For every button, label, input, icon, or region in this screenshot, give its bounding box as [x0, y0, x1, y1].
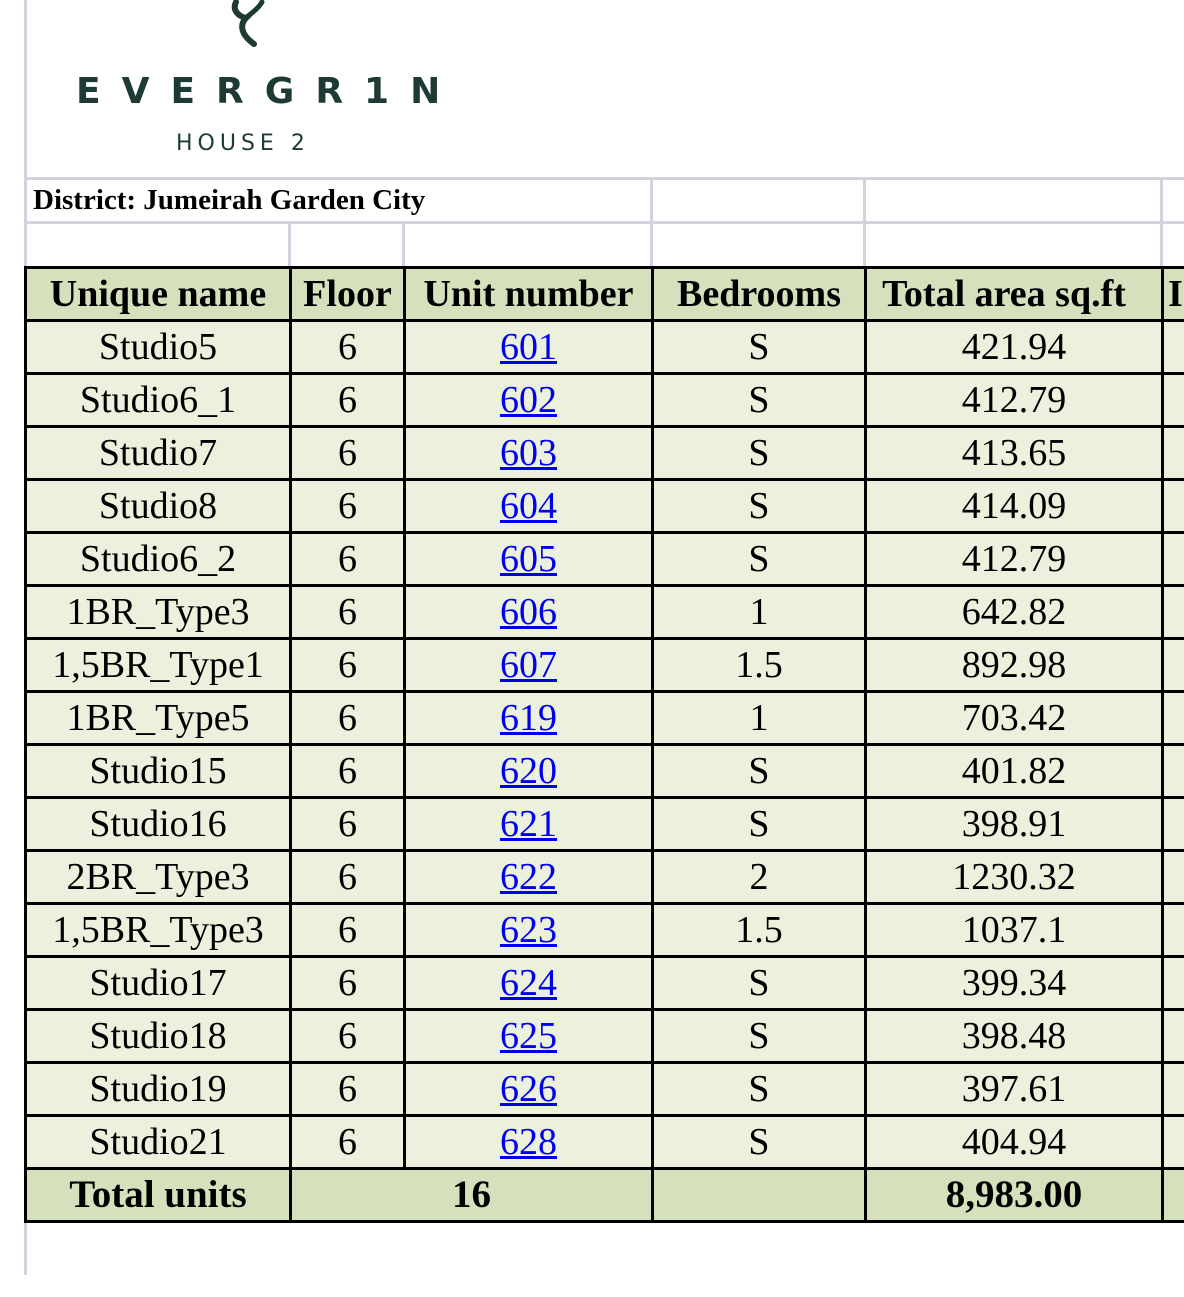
cell-total-area[interactable]: 642.82 [866, 586, 1163, 639]
cell-floor[interactable]: 6 [291, 533, 405, 586]
cell-total-area[interactable]: 421.94 [866, 321, 1163, 374]
cell-unit-number[interactable] [405, 480, 653, 533]
cell-next-column[interactable] [1163, 692, 1184, 745]
cell-next-column[interactable] [1163, 639, 1184, 692]
cell-floor[interactable]: 6 [291, 851, 405, 904]
table-row [26, 957, 1184, 1010]
cell-floor[interactable]: 6 [291, 321, 405, 374]
cell-floor[interactable]: 6 [291, 745, 405, 798]
cell-total-area[interactable]: 398.48 [866, 1010, 1163, 1063]
cell-unit-number[interactable] [405, 374, 653, 427]
cell-next-column[interactable] [1163, 1063, 1184, 1116]
table-row [26, 639, 1184, 692]
cell-unique-name[interactable]: Studio6_1 [26, 374, 291, 427]
cell-unit-number[interactable] [405, 533, 653, 586]
cell-total-area[interactable]: 892.98 [866, 639, 1163, 692]
cell-bedrooms[interactable]: S [653, 957, 866, 1010]
cell-next-column[interactable] [1163, 533, 1184, 586]
brand-logo-text: EVERGR1N [76, 71, 462, 112]
cell-floor[interactable]: 6 [291, 480, 405, 533]
unit-number-link[interactable]: 623 [500, 909, 557, 951]
cell-bedrooms[interactable]: S [653, 480, 866, 533]
cell-floor[interactable]: 6 [291, 586, 405, 639]
cell-floor[interactable]: 6 [291, 1063, 405, 1116]
footer-total-area[interactable]: 8,983.00 [866, 1169, 1163, 1222]
cell-unique-name[interactable]: 1,5BR_Type3 [26, 904, 291, 957]
unit-number-link[interactable]: 620 [500, 750, 557, 792]
cell-next-column[interactable] [1163, 798, 1184, 851]
cell-total-area[interactable]: 703.42 [866, 692, 1163, 745]
table-row [26, 692, 1184, 745]
cell-unit-number[interactable] [405, 798, 653, 851]
cell-bedrooms[interactable]: S [653, 1116, 866, 1169]
cell-floor[interactable]: 6 [291, 798, 405, 851]
unit-number-link[interactable]: 601 [500, 326, 557, 368]
table-row [26, 586, 1184, 639]
unit-number-link[interactable]: 606 [500, 591, 557, 633]
header-unit-number[interactable]: Unit number [405, 268, 653, 321]
cell-unique-name[interactable]: Studio21 [26, 1116, 291, 1169]
header-bedrooms[interactable]: Bedrooms [653, 268, 866, 321]
unit-number-link[interactable]: 604 [500, 485, 557, 527]
cell-next-column[interactable] [1163, 586, 1184, 639]
cell-unit-number[interactable] [405, 904, 653, 957]
cell-unit-number[interactable] [405, 321, 653, 374]
header-next-column[interactable]: I [1163, 268, 1184, 321]
cell-next-column[interactable] [1163, 321, 1184, 374]
cell-total-area[interactable]: 397.61 [866, 1063, 1163, 1116]
header-total-area[interactable]: Total area sq.ft [866, 268, 1163, 321]
cell-next-column[interactable] [1163, 427, 1184, 480]
table-row [26, 1063, 1184, 1116]
footer-next-cell[interactable] [1163, 1169, 1184, 1222]
table-row [26, 798, 1184, 851]
cell-unit-number[interactable] [405, 1116, 653, 1169]
table-row [26, 851, 1184, 904]
cell-next-column[interactable] [1163, 1116, 1184, 1169]
unit-number-link[interactable]: 626 [500, 1068, 557, 1110]
cell-unit-number[interactable] [405, 957, 653, 1010]
cell-unique-name[interactable]: 1BR_Type5 [26, 692, 291, 745]
grid-line [402, 221, 405, 267]
cell-floor[interactable]: 6 [291, 1116, 405, 1169]
cell-total-area[interactable]: 399.34 [866, 957, 1163, 1010]
unit-number-link[interactable]: 628 [500, 1121, 557, 1163]
cell-unique-name[interactable]: 1,5BR_Type1 [26, 639, 291, 692]
footer-empty-cell[interactable] [653, 1169, 866, 1222]
table-row [26, 904, 1184, 957]
cell-floor[interactable]: 6 [291, 692, 405, 745]
unit-number-link[interactable]: 602 [500, 379, 557, 421]
cell-unit-number[interactable] [405, 639, 653, 692]
cell-floor[interactable]: 6 [291, 904, 405, 957]
cell-bedrooms[interactable]: 2 [653, 851, 866, 904]
cell-unit-number[interactable] [405, 1010, 653, 1063]
cell-unit-number[interactable] [405, 1063, 653, 1116]
cell-unique-name[interactable]: Studio6_2 [26, 533, 291, 586]
table-row [26, 321, 1184, 374]
cell-next-column[interactable] [1163, 480, 1184, 533]
cell-unique-name[interactable]: Studio16 [26, 798, 291, 851]
cell-unit-number[interactable] [405, 745, 653, 798]
cell-total-area[interactable]: 414.09 [866, 480, 1163, 533]
unit-number-link[interactable]: 622 [500, 856, 557, 898]
unit-number-link[interactable]: 603 [500, 432, 557, 474]
cell-unique-name[interactable]: Studio5 [26, 321, 291, 374]
cell-next-column[interactable] [1163, 851, 1184, 904]
leaf-logo-icon [226, 0, 270, 50]
grid-line [650, 177, 653, 267]
table-row [26, 374, 1184, 427]
grid-line [24, 221, 1184, 224]
cell-bedrooms[interactable]: S [653, 533, 866, 586]
grid-line [863, 177, 866, 267]
table-row [26, 533, 1184, 586]
cell-bedrooms[interactable]: S [653, 427, 866, 480]
cell-bedrooms[interactable]: S [653, 321, 866, 374]
table-footer-row [26, 1169, 1184, 1222]
cell-total-area[interactable]: 401.82 [866, 745, 1163, 798]
cell-bedrooms[interactable]: 1.5 [653, 639, 866, 692]
cell-total-area[interactable]: 412.79 [866, 533, 1163, 586]
cell-bedrooms[interactable]: 1.5 [653, 904, 866, 957]
cell-unique-name[interactable]: Studio19 [26, 1063, 291, 1116]
cell-unique-name[interactable]: 1BR_Type3 [26, 586, 291, 639]
cell-floor[interactable]: 6 [291, 957, 405, 1010]
table-row [26, 480, 1184, 533]
cell-unit-number[interactable] [405, 692, 653, 745]
grid-line [24, 177, 1184, 180]
cell-bedrooms[interactable]: S [653, 798, 866, 851]
cell-unique-name[interactable]: Studio15 [26, 745, 291, 798]
cell-unit-number[interactable] [405, 851, 653, 904]
cell-bedrooms[interactable]: S [653, 745, 866, 798]
cell-next-column[interactable] [1163, 1010, 1184, 1063]
cell-unique-name[interactable]: Studio18 [26, 1010, 291, 1063]
cell-unique-name[interactable]: 2BR_Type3 [26, 851, 291, 904]
grid-line [288, 221, 291, 267]
cell-bedrooms[interactable]: S [653, 1010, 866, 1063]
cell-next-column[interactable] [1163, 374, 1184, 427]
cell-unique-name[interactable]: Studio17 [26, 957, 291, 1010]
cell-unit-number[interactable] [405, 586, 653, 639]
cell-total-area[interactable]: 412.79 [866, 374, 1163, 427]
cell-total-area[interactable]: 398.91 [866, 798, 1163, 851]
header-unique-name[interactable]: Unique name [26, 268, 291, 321]
units-table [24, 266, 1184, 1223]
cell-unique-name[interactable]: Studio7 [26, 427, 291, 480]
cell-unit-number[interactable] [405, 427, 653, 480]
cell-total-area[interactable]: 404.94 [866, 1116, 1163, 1169]
table-row [26, 427, 1184, 480]
cell-floor[interactable]: 6 [291, 639, 405, 692]
cell-bedrooms[interactable]: S [653, 1063, 866, 1116]
footer-total-label[interactable]: Total units [26, 1169, 291, 1222]
cell-total-area[interactable]: 1230.32 [866, 851, 1163, 904]
unit-number-link[interactable]: 605 [500, 538, 557, 580]
header-floor[interactable]: Floor [291, 268, 405, 321]
brand-subtitle: HOUSE 2 [176, 131, 310, 156]
unit-number-link[interactable]: 619 [500, 697, 557, 739]
cell-bedrooms[interactable]: S [653, 374, 866, 427]
table-row [26, 1116, 1184, 1169]
cell-next-column[interactable] [1163, 904, 1184, 957]
table-row [26, 1010, 1184, 1063]
cell-floor[interactable]: 6 [291, 427, 405, 480]
unit-number-link[interactable]: 621 [500, 803, 557, 845]
table-row [26, 745, 1184, 798]
cell-total-area[interactable]: 1037.1 [866, 904, 1163, 957]
grid-line [1160, 177, 1163, 267]
cell-next-column[interactable] [1163, 745, 1184, 798]
cell-next-column[interactable] [1163, 957, 1184, 1010]
cell-total-area[interactable]: 413.65 [866, 427, 1163, 480]
cell-floor[interactable]: 6 [291, 1010, 405, 1063]
unit-number-link[interactable]: 624 [500, 962, 557, 1004]
cell-unique-name[interactable]: Studio8 [26, 480, 291, 533]
cell-bedrooms[interactable]: 1 [653, 692, 866, 745]
district-label[interactable]: District: Jumeirah Garden City [33, 184, 426, 216]
unit-number-link[interactable]: 625 [500, 1015, 557, 1057]
cell-bedrooms[interactable]: 1 [653, 586, 866, 639]
unit-number-link[interactable]: 607 [500, 644, 557, 686]
cell-floor[interactable]: 6 [291, 374, 405, 427]
table-header-row [26, 268, 1184, 321]
footer-unit-count[interactable]: 16 [291, 1169, 653, 1222]
